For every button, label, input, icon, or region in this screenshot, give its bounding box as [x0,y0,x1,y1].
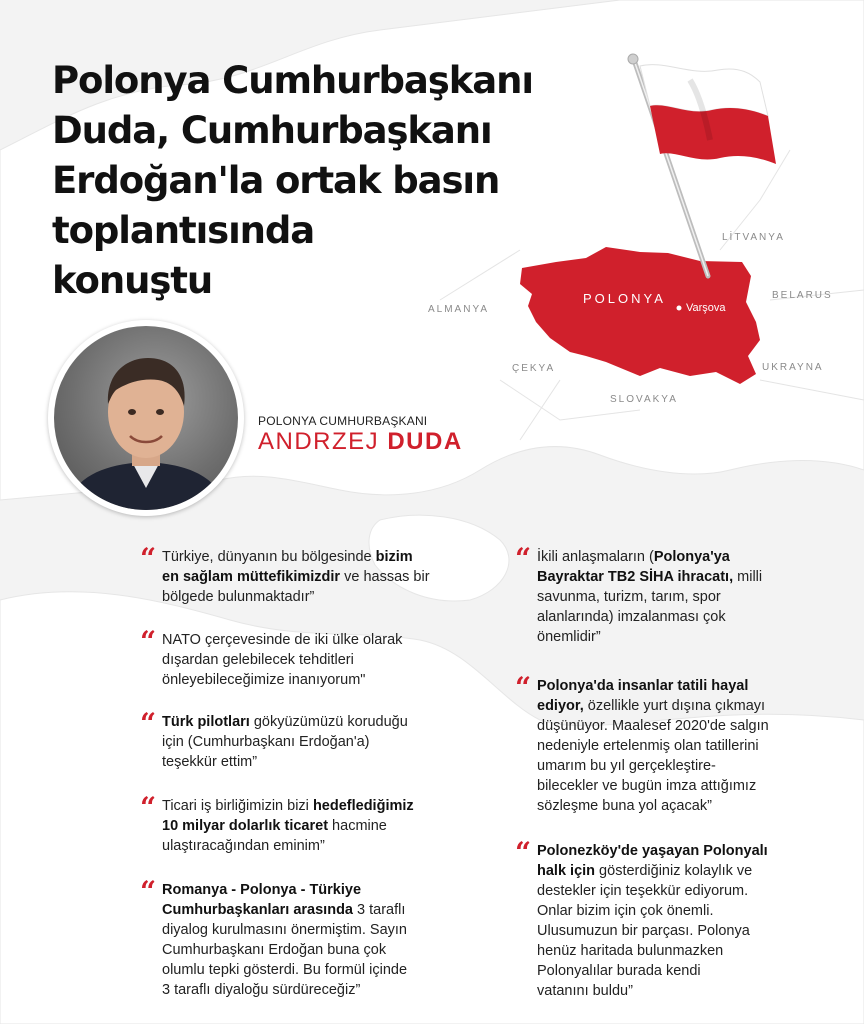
quote-block [537,547,837,647]
quote-emphasis: Polonya'ya [653,549,730,565]
quote-block [162,547,462,607]
quote-line [537,567,837,587]
quote-emphasis: en sağlam müttefikimizdir [162,569,341,585]
quote-block [162,712,462,772]
quote-line [162,670,462,690]
quote-emphasis: Cumhurbaşkanları arasında [162,902,353,918]
quote-block [537,676,837,816]
quote-line [162,920,462,940]
quote-text: sözleşme buna yol açacak” [537,798,712,814]
quote-line [162,960,462,980]
quote-line [537,901,837,921]
map-label-lithuania: LİTVANYA [722,232,785,243]
quote-text: bilecekler ve bugün imza attığımız [537,778,757,794]
quote-emphasis: Polonya'da insanlar tatili hayal [537,678,749,694]
quote-text: nedeniyle ertelenmiş olan tatillerini [537,738,759,754]
avatar-frame [48,320,244,516]
quote-text: Ticari iş birliğimizin bizi [162,798,313,814]
quote-block [162,796,462,856]
title-line: Duda, Cumhurbaşkanı [52,109,492,152]
quote-line [162,587,462,607]
poland-shape [520,247,760,384]
map-label-germany: ALMANYA [428,304,490,315]
quote-text: umarım bu yıl gerçekleştire- [537,758,716,774]
quote-text: İkili anlaşmaların ( [537,549,654,565]
quote-text: için (Cumhurbaşkanı Erdoğan'a) [162,734,370,750]
poland-flag [640,65,776,164]
quote-text: düşünüyor. Maalesef 2020'de salgın [537,718,769,734]
quote-text: Polonyalılar burada kendi [537,963,701,979]
map-label-capital: Varşova [686,302,726,314]
quote-emphasis: halk için [537,863,596,879]
quote-line [162,796,462,816]
quote-text: 3 taraflı diyaloğu sürdüreceğiz” [162,982,361,998]
quote-emphasis: 10 milyar dolarlık ticaret [162,818,329,834]
quote-text: gökyüzümüzü koruduğu [249,714,408,730]
quote-text: Ulusumuzun bir parçası. Polonya [537,923,750,939]
title-line: toplantısında [52,209,315,252]
quote-text: alanlarında) imzalanması çok [537,609,726,625]
person-first-name: ANDRZEJ [258,428,380,455]
quote-emphasis: Romanya - Polonya - Türkiye [162,882,362,898]
quote-text: milli [733,569,763,585]
quote-mark-icon: “ [140,791,157,824]
quote-text: özellikle yurt dışına çıkmayı [583,698,766,714]
quote-line [162,712,462,732]
quote-block [162,630,462,690]
quote-line [162,732,462,752]
quote-line [537,736,837,756]
quote-text: önleyebileceğimize inanıyorum" [162,672,366,688]
quote-mark-icon: “ [140,707,157,740]
quote-mark-icon: “ [140,542,157,575]
quote-mark-icon: “ [515,542,532,575]
quote-block [162,880,462,1000]
quote-text: diyalog kurulmasını önermiştim. Sayın [162,922,407,938]
quote-text: Onlar bizim için çok önemli. [537,903,714,919]
quote-emphasis: bizim [375,549,413,565]
quote-emphasis: Türk pilotları [162,714,250,730]
map-label-slovakia: SLOVAKYA [610,394,678,405]
quote-line [162,567,462,587]
quote-line [537,776,837,796]
quote-line [162,980,462,1000]
quote-text: bölgede bulunmaktadır” [162,589,315,605]
quote-line [537,756,837,776]
quote-emphasis: ediyor, [537,698,584,714]
quote-line [537,676,837,696]
quote-mark-icon: “ [140,875,157,908]
quote-text: teşekkür ettim” [162,754,258,770]
quote-line [537,921,837,941]
quote-text: önemlidir” [537,629,601,645]
quote-line [162,816,462,836]
quote-line [162,836,462,856]
quote-text: destekler için teşekkür ediyorum. [537,883,749,899]
quote-text: NATO çerçevesinde de iki ülke olarak [162,632,403,648]
quote-emphasis: Bayraktar TB2 SİHA ihracatı, [537,569,734,585]
flag-pole-top [628,54,638,64]
quote-line [162,547,462,567]
quote-text: olumlu tepki gösterdi. Bu formül içinde [162,962,408,978]
quote-line [537,881,837,901]
quote-line [162,880,462,900]
quote-block [537,841,837,1001]
quote-line [537,607,837,627]
quote-line [162,630,462,650]
quote-line [162,650,462,670]
person-portrait-illustration [54,326,238,510]
quote-text: ulaştıracağından eminim” [162,838,325,854]
quote-emphasis: Polonezköy'de yaşayan Polonyalı [537,843,768,859]
quote-line [537,796,837,816]
person-last-name: DUDA [387,428,463,455]
map-label-czechia: ÇEKYA [512,363,556,374]
map-label-poland: POLONYA [583,291,666,306]
capital-dot [677,306,682,311]
quote-line [537,696,837,716]
avatar [54,326,238,510]
quote-line [162,752,462,772]
quote-line [162,940,462,960]
quote-text: savunma, turizm, tarım, spor [537,589,721,605]
title-line: Polonya Cumhurbaşkanı [52,59,533,102]
quote-text: gösterdiğiniz kolaylık ve [595,863,753,879]
quote-line [537,627,837,647]
quote-mark-icon: “ [515,836,532,869]
quote-text: Cumhurbaşkanı Erdoğan buna çok [162,942,387,958]
quote-mark-icon: “ [515,671,532,704]
quote-text: ve hassas bir [340,569,430,585]
quote-line [537,861,837,881]
quote-line [537,587,837,607]
title-line: konuştu [52,259,213,302]
quote-line [537,716,837,736]
quote-line [537,981,837,1001]
person-role: POLONYA CUMHURBAŞKANI [258,414,428,428]
quote-mark-icon: “ [140,625,157,658]
quote-text: dışardan gelebilecek tehditleri [162,652,354,668]
quote-text: henüz haritada bulunmazken [537,943,724,959]
quote-line [537,941,837,961]
quote-line [537,841,837,861]
title-line: Erdoğan'la ortak basın [52,159,500,202]
quote-emphasis: hedeflediğimiz [312,798,414,814]
quote-text: hacmine [328,818,387,834]
quote-line [537,961,837,981]
map-label-ukraine: UKRAYNA [762,362,824,373]
quote-line [537,547,837,567]
quote-text: 3 taraflı [353,902,406,918]
map-label-belarus: BELARUS [772,290,833,301]
person-name [258,428,463,456]
quote-line [162,900,462,920]
quote-text: vatanını buldu” [537,983,633,999]
quote-text: Türkiye, dünyanın bu bölgesinde [162,549,376,565]
